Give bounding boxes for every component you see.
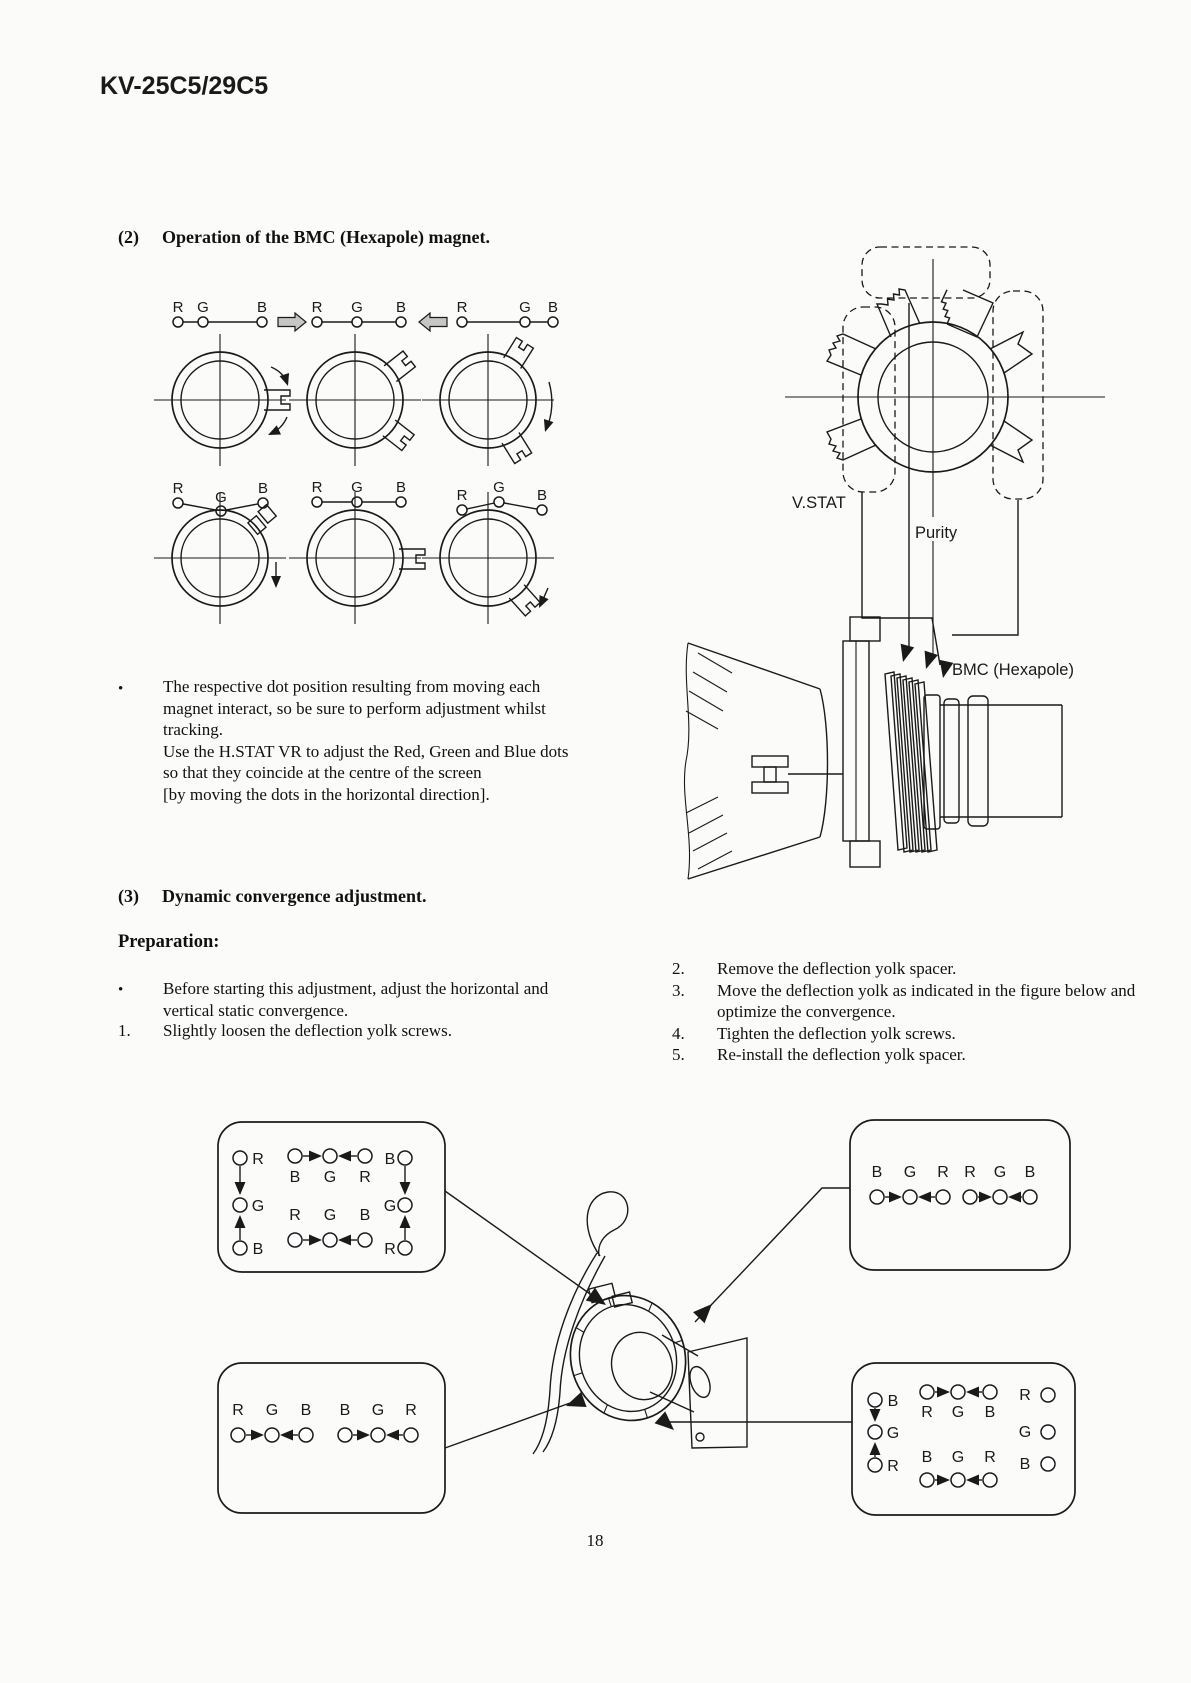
purity-label: Purity xyxy=(915,524,958,542)
dot-label: G xyxy=(493,479,505,496)
note-line: magnet interact, so be sure to perform adjustment whilst xyxy=(163,698,546,718)
dot-label: R xyxy=(289,1207,301,1224)
arrow-left-icon xyxy=(419,313,447,331)
step-number: 1. xyxy=(118,1021,131,1040)
leader-lines xyxy=(445,1188,852,1448)
dot-label: B xyxy=(984,1404,996,1421)
convergence-box-bottom-left xyxy=(218,1363,445,1513)
dot-label: R xyxy=(359,1169,371,1186)
note-line: tracking. xyxy=(163,720,223,739)
step-2 xyxy=(672,959,956,979)
deflection-yoke-drawing xyxy=(533,1192,747,1454)
note-line: Use the H.STAT VR to adjust the Red, Green and Blue dots xyxy=(163,741,569,761)
step-number: 4. xyxy=(672,1023,685,1043)
note-line: [by moving the dots in the horizontal direction]. xyxy=(163,784,490,804)
magnet-ring-1 xyxy=(154,334,293,466)
dot-label: G xyxy=(951,1449,965,1466)
leader-lines xyxy=(862,303,1018,679)
step-text: Remove the deflection yolk spacer. xyxy=(717,959,957,978)
section-2-title: Operation of the BMC (Hexapole) magnet. xyxy=(162,227,490,247)
dot-label: B xyxy=(1019,1456,1031,1473)
step-4 xyxy=(672,1024,956,1044)
dot-label: B xyxy=(256,299,268,316)
magnet-ring-3 xyxy=(422,334,554,466)
step-number: 3. xyxy=(672,980,685,1000)
figure-hexapole-magnet xyxy=(680,225,1180,880)
convergence-box-top-right xyxy=(850,1120,1070,1270)
dot-label: R xyxy=(456,487,468,504)
dot-diagram-2 xyxy=(312,299,406,327)
dot-label: B xyxy=(536,487,548,504)
convergence-box-top-left xyxy=(218,1122,445,1272)
dot-label: G xyxy=(886,1425,900,1442)
step-number: 5. xyxy=(672,1045,685,1064)
page-number: 18 xyxy=(586,1531,604,1550)
dot-label: B xyxy=(359,1207,371,1224)
dot-label: B xyxy=(339,1402,351,1419)
prep-bullet: • xyxy=(118,982,124,998)
step-3-continued: optimize the convergence. xyxy=(717,1002,896,1021)
section-2-heading xyxy=(118,227,490,248)
dot-diagram-3 xyxy=(457,299,558,327)
step-text: Tighten the deflection yolk screws. xyxy=(717,1023,956,1043)
dot-label: B xyxy=(252,1241,264,1258)
dot-label: G xyxy=(323,1207,337,1224)
dot-label: B xyxy=(547,299,559,316)
magnet-ring-4 xyxy=(154,492,286,624)
magnet-ring-6 xyxy=(422,492,554,624)
dot-label: G xyxy=(1018,1424,1032,1441)
magnet-ring-5 xyxy=(289,492,425,624)
vstat-label: V.STAT xyxy=(792,494,846,512)
hexapole-ring-front xyxy=(785,247,1105,655)
dot-label: G xyxy=(251,1198,265,1215)
dot-label: G xyxy=(351,479,363,496)
preparation-heading: Preparation: xyxy=(118,932,220,952)
dot-label: R xyxy=(311,479,323,496)
dot-diagram-5 xyxy=(312,479,406,507)
dot-label: R xyxy=(937,1164,949,1181)
dot-label: B xyxy=(395,479,407,496)
note-line: so that they coincide at the centre of the screen xyxy=(163,763,482,782)
note-line: The respective dot position resulting from moving each xyxy=(163,677,541,696)
dot-label: G xyxy=(323,1169,337,1186)
step-number: 2. xyxy=(672,959,685,978)
dot-label: G xyxy=(383,1198,397,1215)
dot-label: G xyxy=(951,1404,965,1421)
dot-label: R xyxy=(964,1164,976,1181)
prep-bullet-text xyxy=(163,978,603,1021)
crt-neck-side-view xyxy=(684,617,1062,879)
note-bullet: • xyxy=(118,681,124,697)
dot-label: R xyxy=(311,299,323,316)
figure-bmc-magnet-rings xyxy=(140,272,600,637)
dot-label: G xyxy=(903,1164,917,1181)
dot-label: G xyxy=(993,1164,1007,1181)
dot-label: G xyxy=(371,1402,385,1419)
dot-label: R xyxy=(172,299,184,316)
dot-label: G xyxy=(519,299,531,316)
dot-label: R xyxy=(887,1458,899,1475)
magnet-ring-2 xyxy=(289,334,421,466)
dot-label: B xyxy=(887,1393,899,1410)
note-paragraph xyxy=(163,676,593,805)
dot-label: B xyxy=(384,1151,396,1168)
dot-label: B xyxy=(289,1169,301,1186)
step-text: Re-install the deflection yolk spacer. xyxy=(717,1045,966,1064)
convergence-box-bottom-right xyxy=(852,1363,1075,1515)
bmc-label: BMC (Hexapole) xyxy=(952,661,1074,679)
dot-diagram-6 xyxy=(457,479,547,515)
section-3-heading xyxy=(118,886,426,907)
dot-label: G xyxy=(351,299,363,316)
arrow-right-icon xyxy=(278,313,306,331)
dot-label: R xyxy=(384,1241,396,1258)
dot-label: G xyxy=(197,299,209,316)
dot-label: B xyxy=(300,1402,312,1419)
section-3-number: (3) xyxy=(118,886,139,906)
dot-label: R xyxy=(172,480,184,497)
dot-label: R xyxy=(1019,1387,1031,1404)
step-text: Slightly loosen the deflection yolk screws. xyxy=(163,1021,452,1040)
section-2-number: (2) xyxy=(118,227,139,247)
step-1 xyxy=(118,1021,452,1041)
step-text: Move the deflection yolk as indicated in the figure below and xyxy=(717,980,1136,1000)
dot-label: G xyxy=(265,1402,279,1419)
dot-label: R xyxy=(232,1402,244,1419)
figure-yoke-convergence xyxy=(150,1060,1130,1540)
dot-label: R xyxy=(921,1404,933,1421)
dot-label: B xyxy=(1024,1164,1036,1181)
dot-label: B xyxy=(257,480,269,497)
dot-label: B xyxy=(395,299,407,316)
section-3-title: Dynamic convergence adjustment. xyxy=(162,886,427,906)
page-title: KV-25C5/29C5 xyxy=(100,72,269,100)
prep-line: Before starting this adjustment, adjust the horizontal and xyxy=(163,979,549,998)
prep-line: vertical static convergence. xyxy=(163,1000,349,1020)
dot-label: B xyxy=(921,1449,933,1466)
dot-label: R xyxy=(456,299,468,316)
dot-diagram-1 xyxy=(173,299,267,327)
dot-label: R xyxy=(405,1402,417,1419)
dot-label: G xyxy=(215,489,227,506)
dot-label: R xyxy=(252,1151,264,1168)
step-3 xyxy=(672,981,1135,1001)
dot-label: R xyxy=(984,1449,996,1466)
dot-label: B xyxy=(871,1164,883,1181)
